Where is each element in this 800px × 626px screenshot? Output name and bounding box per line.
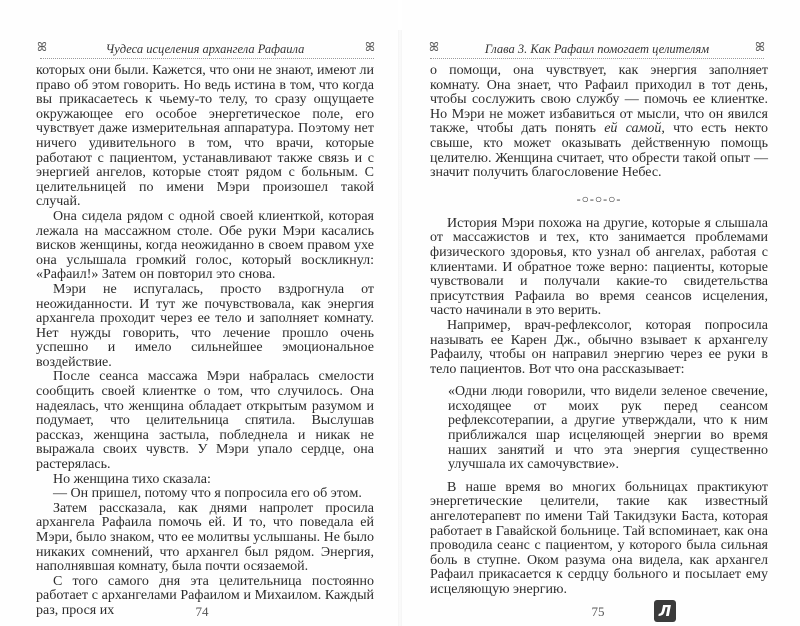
header-rule [430,58,764,59]
section-divider-ornament: -○-○-○- [576,191,622,206]
ornament-left-icon: ꕤ [37,40,47,54]
paragraph: Затем рассказала, как днями напролет просила архангела Рафаила помочь ей. И то, что поведала ей Мэри, было знаком, что ее молитвы услышаны. Не было никаких сомнений, что архангел был рядом. Энергия, наполнявшая комнату, была почти осязаемой. [36,500,374,575]
paragraph: которых они были. Кажется, что они не знают, имеют ли право об этом говорить. Но ведь истина в том, что когда вы прикасаетесь к чьему-то телу, то сразу ощущаете окружающее его особое энергетическое поле, его чувствует даже измерительная аппаратура. Поэтому нет ничего удивительного в том, что врачи, которые работают с пациентом, устанавливают также связь и с энергией ангелов, которые стоят рядом с больным. С целительницей по имени Мэри произошел такой случай. [36,63,374,210]
body-text [36,64,374,619]
left-page [0,0,398,626]
paragraph [430,64,768,181]
paragraph: С того самого дня эта целительница постоянно работает с архангелами Рафаилом и Михаилом. Каждый раз, прося их [36,573,374,618]
right-page [402,0,800,626]
paragraph: Мэри не испугалась, просто вздрогнула от неожиданности. И тут же почувствовала, как энергия архангела проходит через ее тело и заполняет комнату. Нет нужды говорить, что лечение прошло очень успешно и имело сильнейшее эмоциональное воздействие. [36,281,374,370]
paragraph: Например, врач-рефлексолог, которая попросила называть ее Карен Дж., обычно взывает к архангелу Рафаилу, чтобы он направил энергию через ее руки в тело пациентов. Вот что она рассказывает: [430,317,768,377]
ornament-right-icon: ꕤ [365,40,375,54]
paragraph: Но женщина тихо сказала: [53,471,211,487]
ornament-right-icon: ꕤ [755,40,765,54]
page-number: 75 [591,604,605,619]
labirint-logo-icon: Л [654,600,676,622]
running-head: Чудеса исцеления архангела Рафаила [105,42,305,56]
block-quote: «Одни люди говорили, что видели зеленое свечение, исходящее от моих рук перед сеансом рефлексотерапии, а другие утверждали, что к ним приближался шар исцеляющей энергии во время наших занятий и что эта энергия существенно улучшала их самочувствие». [448,384,768,473]
page-number: 74 [195,604,209,619]
paragraph: История Мэри похожа на другие, которые я слышала от массажистов и тех, кто занимается проблемами физического здоровья, кто узнал об ангелах, работая с клиентами. И обратное тоже верно: пациенты, которые чувствовали и получали какие-то свидетельства присутствия Рафаила во время сеансов исцеления, часто начинали в это верить. [430,215,768,319]
emphasis-text: ей самой [604,121,662,137]
paragraph-text: о помощи, она чувствует, как энергия заполняет комнату. Она знает, что Рафаил приходил в тот день, чтобы сослужить свою службу — помочь ее клиентке. Но Мэри не может избавиться от мысли, что он явился также, чтобы дать понять [430,63,768,137]
paragraph: В наше время во многих больницах практикуют энергетические целители, такие как известный ангелотерапевт по имени Тай Такидзуки Баста, которая работает в Гавайской больнице. Тай вспоминает, как она проводила сеанс с пациентом, у которого была сильная боль в ступне. Оком разума она видела, как архангел Рафаил прикасается к сердцу больного и посылает ему исцеляющую энергию. [430,479,768,597]
paragraph: Она сидела рядом с одной своей клиенткой, которая лежала на массажном столе. Обе руки Мэри касались висков женщины, когда неожиданно в своем правом ухе она услышала громкий голос, который воскликнул: «Рафаил!» Затем он повторил это снова. [36,208,374,283]
dialogue-line: — Он пришел, потому что я попросила его об этом. [53,486,362,502]
header-rule [40,58,374,59]
paragraph: После сеанса массажа Мэри набралась смелости сообщить своей клиентке о том, что случилось. Она надеялась, что женщина обладает открытым разумом и подумает, что целительница спятила. Выслушав рассказ, женщина застыла, побледнела и никак не выражала своих чувств. У Мэри упало сердце, она растерялась. [36,369,374,473]
ornament-left-icon: ꕤ [429,40,439,54]
body-text [430,64,768,598]
paragraph-text: , что есть некто свыше, кто может оказывать действенную помощь целителю. Женщина считает, что обрести такой опыт — значит получить благословение Небес. [430,121,769,181]
running-head: Глава 3. Как Рафаил помогает целителям [484,42,710,56]
